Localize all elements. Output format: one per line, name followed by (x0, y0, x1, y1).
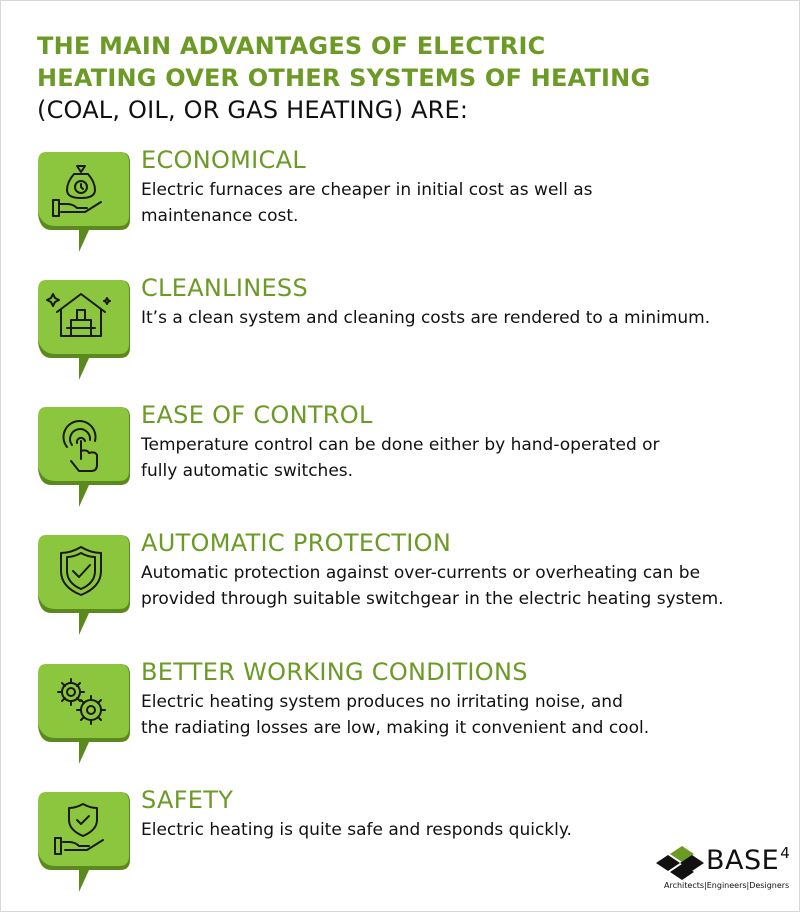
logo-cube-icon (654, 846, 704, 880)
item-description (141, 177, 791, 229)
logo-name: BASE (706, 845, 780, 876)
page-title (37, 30, 757, 126)
item-desc-line: Electric furnaces are cheaper in initial cost as well as (141, 180, 593, 200)
item-title: SAFETY (141, 786, 234, 814)
item-title: CLEANLINESS (141, 274, 308, 302)
item-desc-line: fully automatic switches. (141, 461, 354, 481)
item-desc-line: maintenance cost. (141, 206, 299, 226)
advantage-cleanliness (0, 274, 800, 390)
item-desc-line: Automatic protection against over-currents or overheating can be (141, 563, 701, 583)
item-description (141, 689, 791, 741)
item-desc-line: Temperature control can be done either by hand-operated or (141, 435, 660, 455)
badge (37, 407, 130, 507)
badge (37, 792, 130, 892)
item-desc-line: Electric heating is quite safe and responds quickly. (141, 820, 572, 840)
item-desc-line: provided through suitable switchgear in the electric heating system. (141, 589, 724, 609)
advantage-automatic-protection (0, 529, 800, 645)
logo-superscript: 4 (780, 844, 791, 862)
item-desc-line: the radiating losses are low, making it convenient and cool. (141, 718, 650, 738)
advantage-economical (0, 146, 800, 262)
item-description (141, 305, 791, 331)
item-desc-line: It’s a clean system and cleaning costs are rendered to a minimum. (141, 308, 711, 328)
item-title: BETTER WORKING CONDITIONS (141, 658, 528, 686)
badge (37, 664, 130, 764)
item-description (141, 432, 791, 484)
logo-wordmark (706, 845, 790, 876)
badge (37, 152, 130, 252)
logo-tagline: Architects|Engineers|Designers (664, 881, 790, 890)
badge (37, 535, 130, 635)
item-desc-line: Electric heating system produces no irritating noise, and (141, 692, 623, 712)
title-line-1: THE MAIN ADVANTAGES OF ELECTRIC (37, 32, 546, 60)
item-description (141, 817, 791, 843)
title-line-2: HEATING OVER OTHER SYSTEMS OF HEATING (37, 64, 651, 92)
item-title: ECONOMICAL (141, 146, 306, 174)
item-title: AUTOMATIC PROTECTION (141, 529, 452, 557)
item-description (141, 560, 791, 612)
badge (37, 280, 130, 380)
advantage-better-working-conditions (0, 658, 800, 774)
base4-logo (654, 843, 791, 893)
advantage-ease-of-control (0, 401, 800, 517)
item-title: EASE OF CONTROL (141, 401, 373, 429)
title-line-3: (COAL, OIL, OR GAS HEATING) ARE: (37, 96, 469, 124)
